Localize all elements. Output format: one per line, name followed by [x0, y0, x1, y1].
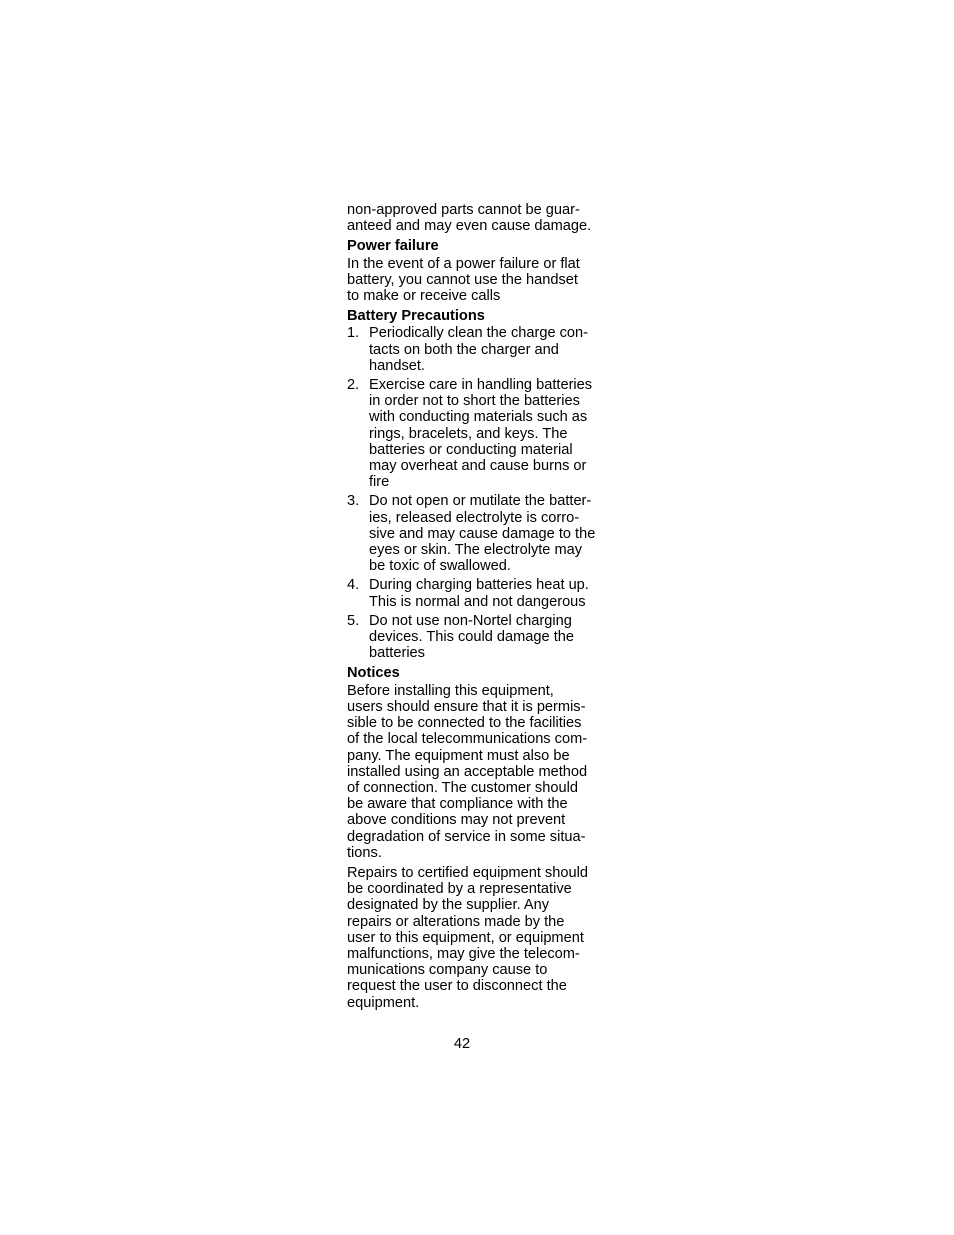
list-item	[347, 377, 615, 490]
list-item-number: 3.	[347, 493, 360, 510]
notices-heading: Notices	[347, 665, 400, 682]
document-column	[347, 202, 615, 1015]
list-item	[347, 577, 615, 609]
list-item-number: 1.	[347, 325, 360, 342]
power-failure-paragraph: In the event of a power failure or flat battery, you cannot use the handset to make or receive calls	[347, 255, 580, 305]
battery-precautions-heading: Battery Precautions	[347, 308, 485, 325]
notices-paragraph-2: Repairs to certified equipment should be coordinated by a representative designated by the supplier. Any repairs or alterations made by the user to this equipment, or equipment malfunctions, may give the telecom- munications company cause to request the user to disconnect the equipment.	[347, 864, 588, 1011]
list-item-text: Do not open or mutilate the batter- ies, released electrolyte is corro- sive and may cause damage to the eyes or skin. The electrolyte may be toxic of swallowed.	[369, 493, 596, 575]
list-item-number: 2.	[347, 377, 360, 394]
intro-paragraph: non-approved parts cannot be guar- anteed and may even cause damage.	[347, 202, 592, 235]
list-item-text: Exercise care in handling batteries in order not to short the batteries with conducting materials such as rings, bracelets, and keys. The batteries or conducting material may overheat and cause burns or fire	[369, 377, 593, 491]
list-item-text: Periodically clean the charge con- tacts on both the charger and handset.	[369, 325, 589, 374]
list-item	[347, 493, 615, 574]
list-item	[347, 613, 615, 662]
list-item-text: Do not use non-Nortel charging devices. This could damage the batteries	[369, 612, 574, 662]
battery-precautions-list	[347, 325, 615, 661]
notices-paragraph-1: Before installing this equipment, users should ensure that it is permis- sible to be connected to the facilities of the local telecommunications com- pany. The equipment must also be installed using an acceptable method of connection. The customer should be aware that compliance with the above conditions may not prevent degradation of service in some situa- tions.	[347, 682, 588, 861]
list-item-number: 5.	[347, 612, 360, 629]
list-item	[347, 325, 615, 374]
list-item-number: 4.	[347, 577, 360, 594]
list-item-text: During charging batteries heat up. This is normal and not dangerous	[369, 577, 589, 610]
power-failure-heading: Power failure	[347, 238, 439, 255]
page-number: 42	[453, 1036, 471, 1052]
